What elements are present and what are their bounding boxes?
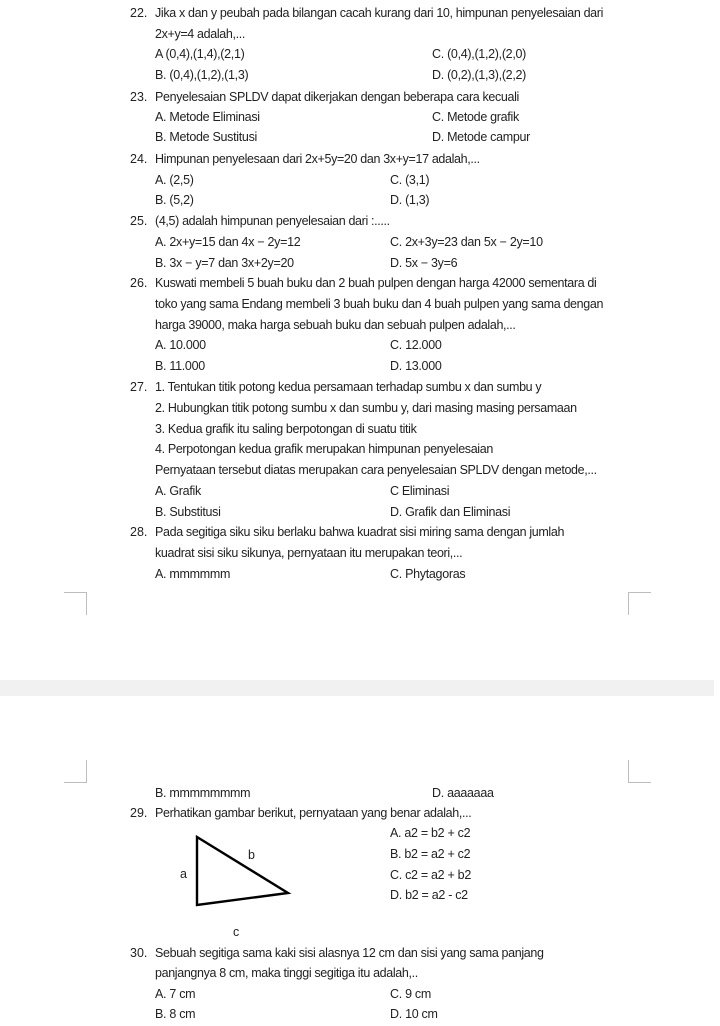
- q24-number: 24.: [130, 152, 148, 166]
- q22-number: 22.: [130, 6, 148, 20]
- q29-option-c: C. c2 = a2 + b2: [390, 868, 471, 882]
- q30-question: Sebuah segitiga sama kaki sisi alasnya 12 cm dan sisi yang sama panjang: [155, 946, 544, 960]
- q28-number: 28.: [130, 525, 148, 539]
- q28-option-a: A. mmmmmm: [155, 567, 231, 581]
- q25-option-c: C. 2x+3y=23 dan 5x − 2y=10: [390, 235, 543, 249]
- triangle-shape: [197, 837, 288, 905]
- q27-option-a: A. Grafik: [155, 484, 201, 498]
- q28-question: Pada segitiga siku siku berlaku bahwa kuadrat sisi miring sama dengan jumlah: [155, 525, 565, 539]
- q22-question-cont: 2x+y=4 adalah,...: [155, 27, 245, 41]
- q30-option-a: A. 7 cm: [155, 987, 196, 1001]
- q26-question-cont2: harga 39000, maka harga sebuah buku dan sebuah pulpen adalah,...: [155, 318, 516, 332]
- q23-number: 23.: [130, 90, 148, 104]
- q29-option-a: A. a2 = b2 + c2: [390, 826, 471, 840]
- q25-option-d: D. 5x − 3y=6: [390, 256, 458, 270]
- q27-step-4: 4. Perpotongan kedua grafik merupakan himpunan penyelesaian: [155, 442, 493, 456]
- q30-option-c: C. 9 cm: [390, 987, 431, 1001]
- q29-question: Perhatikan gambar berikut, pernyataan yang benar adalah,...: [155, 806, 472, 820]
- page-break-gap: [0, 680, 714, 696]
- q29-option-b: B. b2 = a2 + c2: [390, 847, 471, 861]
- q24-option-d: D. (1,3): [390, 193, 430, 207]
- q26-question: Kuswati membeli 5 buah buku dan 2 buah pulpen dengan harga 42000 sementara di: [155, 276, 597, 290]
- q28-option-d: D. aaaaaaa: [432, 786, 494, 800]
- crop-mark-top-left: [64, 592, 87, 615]
- q25-question: (4,5) adalah himpunan penyelesaian dari :.....: [155, 214, 390, 228]
- crop-mark-bottom-left: [64, 760, 87, 783]
- q28-question-cont: kuadrat sisi siku sikunya, pernyataan itu merupakan teori,...: [155, 546, 463, 560]
- q26-option-b: B. 11.000: [155, 359, 205, 373]
- crop-mark-bottom-right: [628, 760, 651, 783]
- q27-number: 27.: [130, 380, 148, 394]
- q23-option-b: B. Metode Sustitusi: [155, 130, 257, 144]
- q22-question: Jika x dan y peubah pada bilangan cacah kurang dari 10, himpunan penyelesaian dari: [155, 6, 604, 20]
- q23-question: Penyelesaian SPLDV dapat dikerjakan dengan beberapa cara kecuali: [155, 90, 519, 104]
- q26-question-cont: toko yang sama Endang membeli 3 buah buku dan 4 buah pulpen yang sama dengan: [155, 297, 604, 311]
- q29-option-d: D. b2 = a2 - c2: [390, 888, 468, 902]
- q22-option-c: C. (0,4),(1,2),(2,0): [432, 47, 527, 61]
- q24-question: Himpunan penyelesaan dari 2x+5y=20 dan 3x+y=17 adalah,...: [155, 152, 480, 166]
- q30-question-cont: panjangnya 8 cm, maka tinggi segitiga itu adalah,..: [155, 966, 418, 980]
- right-triangle-figure: [180, 835, 300, 935]
- q23-option-d: D. Metode campur: [432, 130, 531, 144]
- triangle-label-b: b: [248, 848, 255, 862]
- q27-step-3: 3. Kedua grafik itu saling berpotongan di suatu titik: [155, 422, 417, 436]
- q22-option-a: A (0,4),(1,4),(2,1): [155, 47, 245, 61]
- q30-option-b: B. 8 cm: [155, 1007, 196, 1021]
- q30-option-d: D. 10 cm: [390, 1007, 438, 1021]
- q27-step-1: 1. Tentukan titik potong kedua persamaan terhadap sumbu x dan sumbu y: [155, 380, 542, 394]
- q26-option-c: C. 12.000: [390, 338, 442, 352]
- q22-option-d: D. (0,2),(1,3),(2,2): [432, 68, 527, 82]
- q27-option-d: D. Grafik dan Eliminasi: [390, 505, 511, 519]
- q24-option-a: A. (2,5): [155, 173, 194, 187]
- q30-number: 30.: [130, 946, 148, 960]
- q24-option-c: C. (3,1): [390, 173, 430, 187]
- q24-option-b: B. (5,2): [155, 193, 194, 207]
- q28-option-b: B. mmmmmmmm: [155, 786, 251, 800]
- crop-mark-top-right: [628, 592, 651, 615]
- q23-option-a: A. Metode Eliminasi: [155, 110, 260, 124]
- triangle-label-a: a: [180, 867, 187, 881]
- q26-option-a: A. 10.000: [155, 338, 206, 352]
- triangle-label-c: c: [233, 925, 239, 939]
- q26-option-d: D. 13.000: [390, 359, 442, 373]
- q27-option-b: B. Substitusi: [155, 505, 221, 519]
- q22-option-b: B. (0,4),(1,2),(1,3): [155, 68, 249, 82]
- q25-number: 25.: [130, 214, 148, 228]
- q28-option-c: C. Phytagoras: [390, 567, 466, 581]
- q25-option-b: B. 3x − y=7 dan 3x+2y=20: [155, 256, 294, 270]
- q25-option-a: A. 2x+y=15 dan 4x − 2y=12: [155, 235, 301, 249]
- q26-number: 26.: [130, 276, 148, 290]
- q29-number: 29.: [130, 806, 148, 820]
- q27-question: Pernyataan tersebut diatas merupakan cara penyelesaian SPLDV dengan metode,...: [155, 463, 597, 477]
- q27-option-c: C Eliminasi: [390, 484, 450, 498]
- q27-step-2: 2. Hubungkan titik potong sumbu x dan sumbu y, dari masing masing persamaan: [155, 401, 577, 415]
- q23-option-c: C. Metode grafik: [432, 110, 519, 124]
